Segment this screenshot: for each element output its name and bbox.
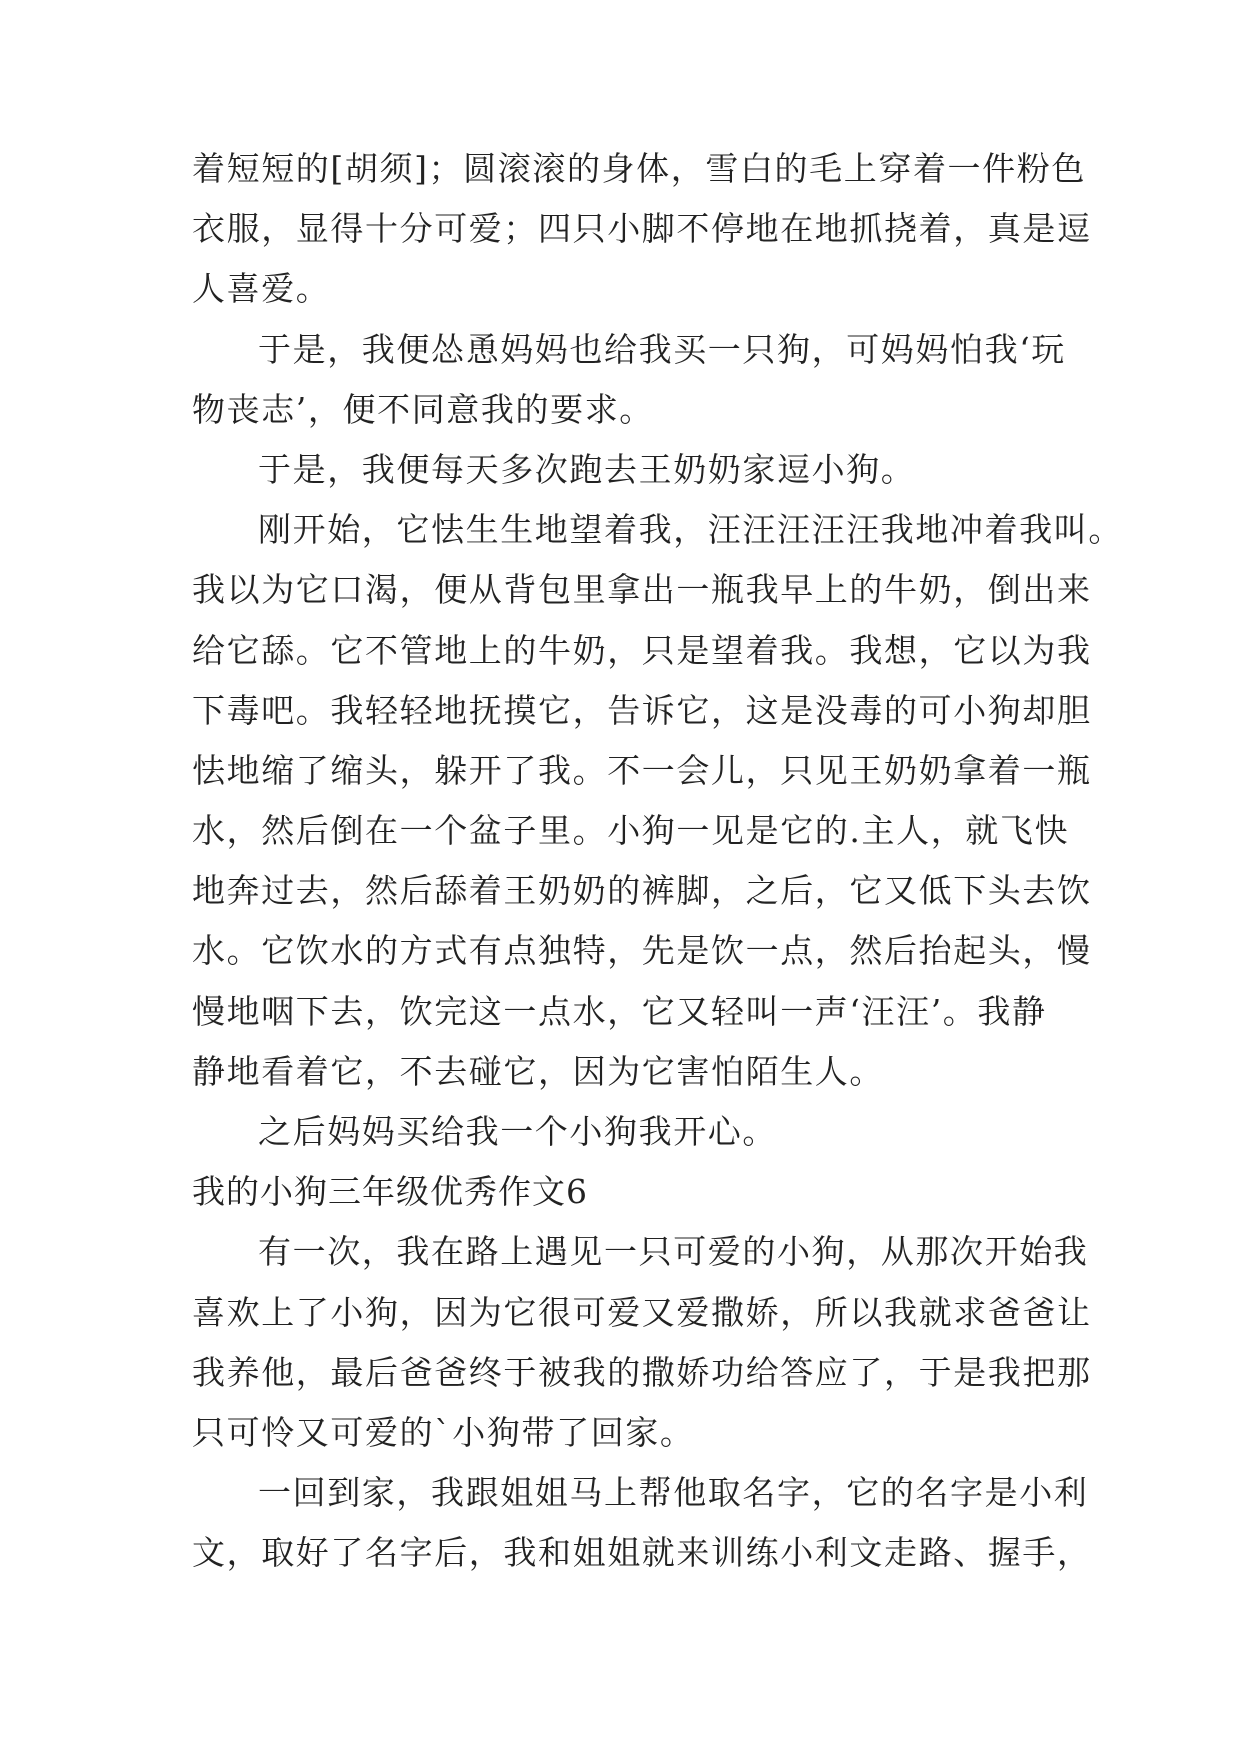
text-line: 衣服，显得十分可爱；四只小脚不停地在地抓挠着，真是逗 [192, 209, 1092, 249]
text-line: 之后妈妈买给我一个小狗我开心。 [258, 1112, 777, 1151]
text-line: 刚开始，它怯生生地望着我，汪汪汪汪汪我地冲着我叫。 [258, 510, 1123, 550]
text-line: 怯地缩了缩头，躲开了我。不一会儿，只见王奶奶拿着一瓶 [192, 750, 1092, 790]
paragraph [192, 139, 1092, 320]
heading-line: 我的小狗三年级优秀作文6 [192, 1172, 588, 1212]
text-line: 我以为它口渴，便从背包里拿出一瓶我早上的牛奶，倒出来 [192, 570, 1092, 610]
text-line: 水。它饮水的方式有点独特，先是饮一点，然后抬起头，慢 [192, 931, 1092, 971]
text-line: 于是，我便怂恿妈妈也给我买一只狗，可妈妈怕我‘玩 [258, 329, 1066, 369]
text-line: 文，取好了名字后，我和姐姐就来训练小利文走路、握手， [192, 1533, 1092, 1573]
document-body [192, 139, 1123, 1584]
text-line: 喜欢上了小狗，因为它很可爱又爱撒娇，所以我就求爸爸让 [192, 1292, 1092, 1332]
text-line: 着短短的[胡须]；圆滚滚的身体，雪白的毛上穿着一件粉色 [192, 149, 1086, 188]
paragraph [192, 320, 1072, 440]
text-line: 我养他，最后爸爸终于被我的撒娇功给答应了，于是我把那 [192, 1352, 1092, 1392]
text-line: 一回到家，我跟姐姐马上帮他取名字，它的名字是小利 [258, 1473, 1089, 1513]
text-line: 地奔过去，然后舔着王奶奶的裤脚，之后，它又低下头去饮 [192, 871, 1092, 911]
text-line: 下毒吧。我轻轻地抚摸它，告诉它，这是没毒的可小狗却胆 [192, 690, 1092, 730]
text-line: 静地看着它，不去碰它，因为它害怕陌生人。 [192, 1051, 884, 1091]
text-line: 给它舔。它不管地上的牛奶，只是望着我。我想，它以为我 [192, 630, 1092, 670]
text-line: 人喜爱。 [192, 269, 331, 309]
text-line: 于是，我便每天多次跑去王奶奶家逗小狗。 [258, 449, 916, 489]
paragraph [192, 1222, 1092, 1463]
text-line: 慢地咽下去，饮完这一点水，它又轻叫一声‘汪汪’。我静 [192, 991, 1047, 1031]
text-line: 水，然后倒在一个盆子里。小狗一见是它的.主人，就飞快 [192, 811, 1070, 851]
paragraph [192, 1463, 1092, 1583]
paragraph [192, 440, 1072, 500]
paragraph [192, 500, 1123, 1102]
paragraph [192, 1102, 1072, 1162]
text-line: 只可怜又可爱的`小狗带了回家。 [192, 1412, 695, 1452]
text-line: 有一次，我在路上遇见一只可爱的小狗，从那次开始我 [258, 1232, 1089, 1272]
text-line: 物丧志’，便不同意我的要求。 [192, 389, 654, 429]
section-heading [192, 1162, 1072, 1222]
